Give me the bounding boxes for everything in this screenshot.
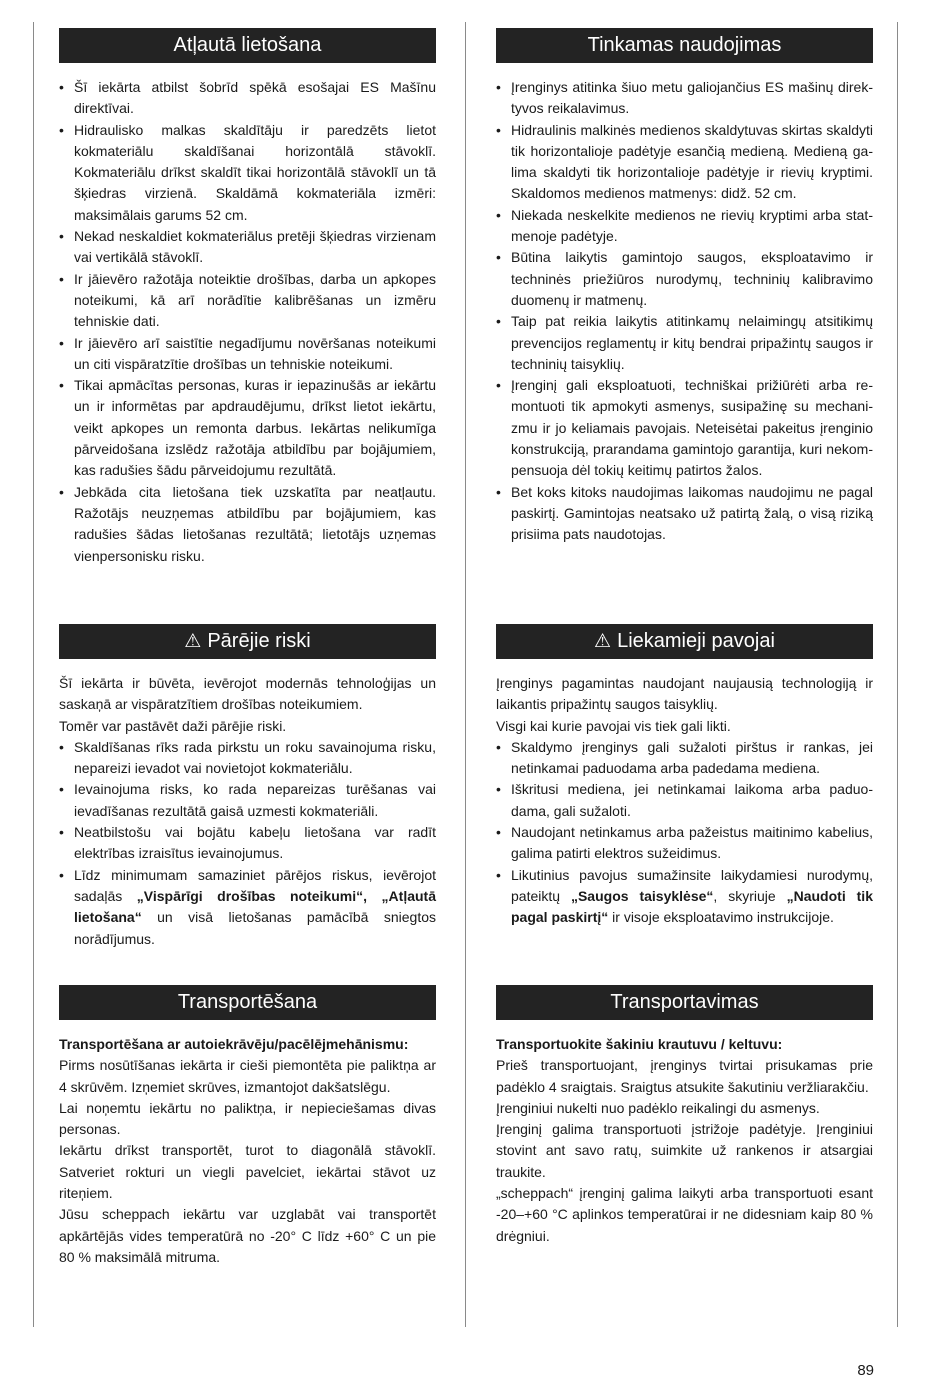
list-item: • Līdz minimumam samaziniet pārējos riskus, ievērojot sadaļās „Vispārīgi drošības noteikumi“, „Atļautā lietošana“ un visā lietošanas pamācībā sniegtos norādījumus. [59,865,436,950]
paragraph: Lai noņemtu iekārtu no paliktņa, ir nepieciešamas divas personas. [59,1099,436,1138]
list-item: • Ir jāievēro arī saistītie negadījumu novēršanas noteikumi un citi vispāratzītie drošības un tehniskie noteikumi. [59,333,436,376]
list-item: • Hidraulinis malkinės medienos skaldytuvas skirtas skaldyti tik horizontalioje padėtyje esančią medieną. Medieną galima skaldyti tik horizontalioje padėtyje ir rievių kryptimi. Skaldomos medienos matmenys: didž. 52 cm. [496,120,873,205]
section-header [59,985,436,1020]
list-item: • Šī iekārta atbilst šobrīd spēkā esošajai ES Mašīnu direktīvai. [59,77,436,120]
right-margin-rule [897,22,898,1327]
residual-risks-section-lt [496,624,873,929]
bullet-list [496,737,873,929]
paragraph: Jūsu scheppach iekārtu var uzglabāt vai transportēt apkārtējās vides temperatūrā no -20° C līdz +60° C un pie 80 % maksimālā mitruma. [59,1206,436,1265]
section-header [59,28,436,63]
sub-heading: Transportuokite šakiniu krautuvu / keltuvu: [496,1036,783,1052]
transport-section-lv [59,985,436,1268]
paragraph: Iekārtu drīkst transportēt, turot to diagonālā stāvoklī. Satveriet rokturi un viegli pavelciet, iekārtai stāvot uz riteņiem. [59,1142,436,1202]
intended-use-section-lt [496,28,873,546]
section-title: Transportēšana [177,991,318,1013]
sub-heading: Transportēšana ar autoiekrāvēju/pacēlējmehānismu: [59,1036,409,1052]
paragraph: Prieš transportuojant, įrenginys tvirtai prisukamas prie padėklo 4 sraigtais. Sraigtus atsukite šakutiniu veržliarakčiu. [496,1057,873,1095]
section-header [496,985,873,1020]
list-item: • Likutinius pavojus sumažinsite laikydamiesi nurodymų, pateiktų „Saugos taisyklėse“, skyriuje „Naudoti tik pagal paskirtį“ ir visoje eksploatavimo instrukcijoje. [496,865,873,929]
list-item: • Hidraulisko malkas skaldītāju ir paredzēts lietot kokmateriālu skaldīšanai horizontālā stāvoklī. Kokmateriālu drīkst skaldīt tikai horizontālā stāvoklī un tā šķiedras virzienā. Skaldāmā kokmateriāla izmēri: maksimālais garums 52 cm. [59,120,436,226]
left-margin-rule [33,22,34,1327]
list-item: • Įrenginį gali eksploatuoti, techniškai prižiūrėti arba remontuoti tik apmokyti asmenys, susipažinę su mechanizmu ir jo keliamais pavojais. Neteisėtai pakeitus įrenginio konstrukciją, prarandama gamintojo garantija, kuri nekompensuoja dėl tokių keitimų patirtos žalos. [496,375,873,481]
residual-risks-section-lv [59,624,436,950]
page-number: 89 [857,1362,874,1379]
warning-triangle-icon: ⚠ [594,631,612,652]
paragraph: Pirms nosūtīšanas iekārta ir cieši piemontēta pie paliktņa ar 4 skrūvēm. Izņemiet skrūves, izmantojot dakšatslēgu. [59,1057,436,1095]
section-body [59,673,436,950]
list-item: • Iškritusi mediena, jei netinkamai laikoma arba paduodama, gali sužaloti. [496,779,873,822]
transport-section-lt [496,985,873,1247]
list-item: • Skaldymo įrenginys gali sužaloti pirštus ir rankas, jei netinkamai paduodama arba padedama mediena. [496,737,873,780]
intro-paragraph: Visgi kai kurie pavojai vis tiek gali likti. [496,717,731,734]
section-header [496,624,873,659]
bullet-list [496,77,873,546]
list-item: • Neatbilstošu vai bojātu kabeļu lietošana var radīt elektrības izraisītus ievainojumus. [59,822,436,865]
section-title: Liekamieji pavojai [617,630,775,652]
list-item: • Būtina laikytis gamintojo saugos, eksploatavimo ir techninės priežiūros nurodymų, techninių kalibravimo duomenų ir matmenų. [496,247,873,311]
list-item: • Bet koks kitoks naudojimas laikomas naudojimu ne pagal paskirtį. Gamintojas neatsako už patirtą žalą, o visą riziką prisiima pats naudotojas. [496,482,873,546]
section-title: Atļautā lietošana [173,34,322,56]
section-header [59,624,436,659]
section-title: Tinkamas naudojimas [587,34,782,56]
bullet-list [59,77,436,567]
intended-use-section-lv [59,28,436,567]
list-item: • Taip pat reikia laikytis atitinkamų nelaimingų atsitikimų prevencijos reglamentų ir kitų bendrai pripažintų saugos ir techninių taisyklių. [496,311,873,375]
list-item: • Niekada neskelkite medienos ne rievių kryptimi arba statmenoje padėtyje. [496,205,873,248]
list-item: • Ievainojuma risks, ko rada nepareizas turēšanas vai ievadīšanas rezultātā gaisā uzmesti kokmateriāli. [59,779,436,822]
paragraph: „scheppach“ įrenginį galima laikyti arba transportuoti esant -20–+60 °C aplinkos temperatūrai ir ne didesniam kaip 80 % drėgniui. [496,1185,873,1244]
list-item: • Ir jāievēro ražotāja noteiktie drošības, darba un apkopes noteikumi, kā arī norādītie kalibrēšanas un izmēru tehniskie dati. [59,269,436,333]
paragraph: Įrenginį galima transportuoti įstrižoje padėtyje. Įrenginiui stovint ant savo ratų, suimkite už rankenos ir atsargiai traukite. [496,1121,873,1180]
section-title: Transportavimas [610,991,759,1013]
list-item: • Nekad neskaldiet kokmateriālus pretēji šķiedras virzienam vai vertikālā stāvoklī. [59,226,436,269]
list-item: • Jebkāda cita lietošana tiek uzskatīta par neatļautu. Ražotājs neuzņemas atbildību par bojājumiem, kas radušies šādas lietošanas rezultātā; lietotājs uzņemas vienpersonisku risku. [59,482,436,567]
section-body [496,1034,873,1247]
section-body [496,77,873,546]
list-item: • Skaldīšanas rīks rada pirkstu un roku savainojuma risku, nepareizi ievadot vai novietojot kokmateriālu. [59,737,436,780]
intro-paragraph: Šī iekārta ir būvēta, ievērojot modernās tehnoloģijas un saskaņā ar vispāratzītiem drošības noteikumiem. [59,675,436,713]
center-column-rule [465,22,466,1327]
section-header [496,28,873,63]
list-item: • Naudojant netinkamus arba pažeistus maitinimo kabelius, galima patirti elektros sužeidimus. [496,822,873,865]
list-item: • Įrenginys atitinka šiuo metu galiojančius ES mašinų direktyvos reikalavimus. [496,77,873,120]
warning-triangle-icon: ⚠ [184,631,202,652]
list-item: • Tikai apmācītas personas, kuras ir iepazinušās ar iekārtu un ir informētas par apdraudējumu, drīkst lietot iekārtu, veikt apkopes un remonta darbus. Iekārtas nelikumīga pārveidošana izslēdz ražotāja atbildību par bojājumiem, kas radušies šādu pārveidojumu rezultātā. [59,375,436,481]
section-body [496,673,873,929]
intro-paragraph: Įrenginys pagamintas naudojant naujausią technologiją ir laikantis pripažintų saugos taisyklių. [496,675,873,713]
paragraph: Įrenginiui nukelti nuo padėklo reikalingi du asmenys. [496,1099,820,1116]
section-title: Pārējie riski [207,630,311,652]
section-body [59,1034,436,1268]
section-body [59,77,436,567]
intro-paragraph: Tomēr var pastāvēt daži pārējie riski. [59,717,287,734]
bullet-list [59,737,436,950]
